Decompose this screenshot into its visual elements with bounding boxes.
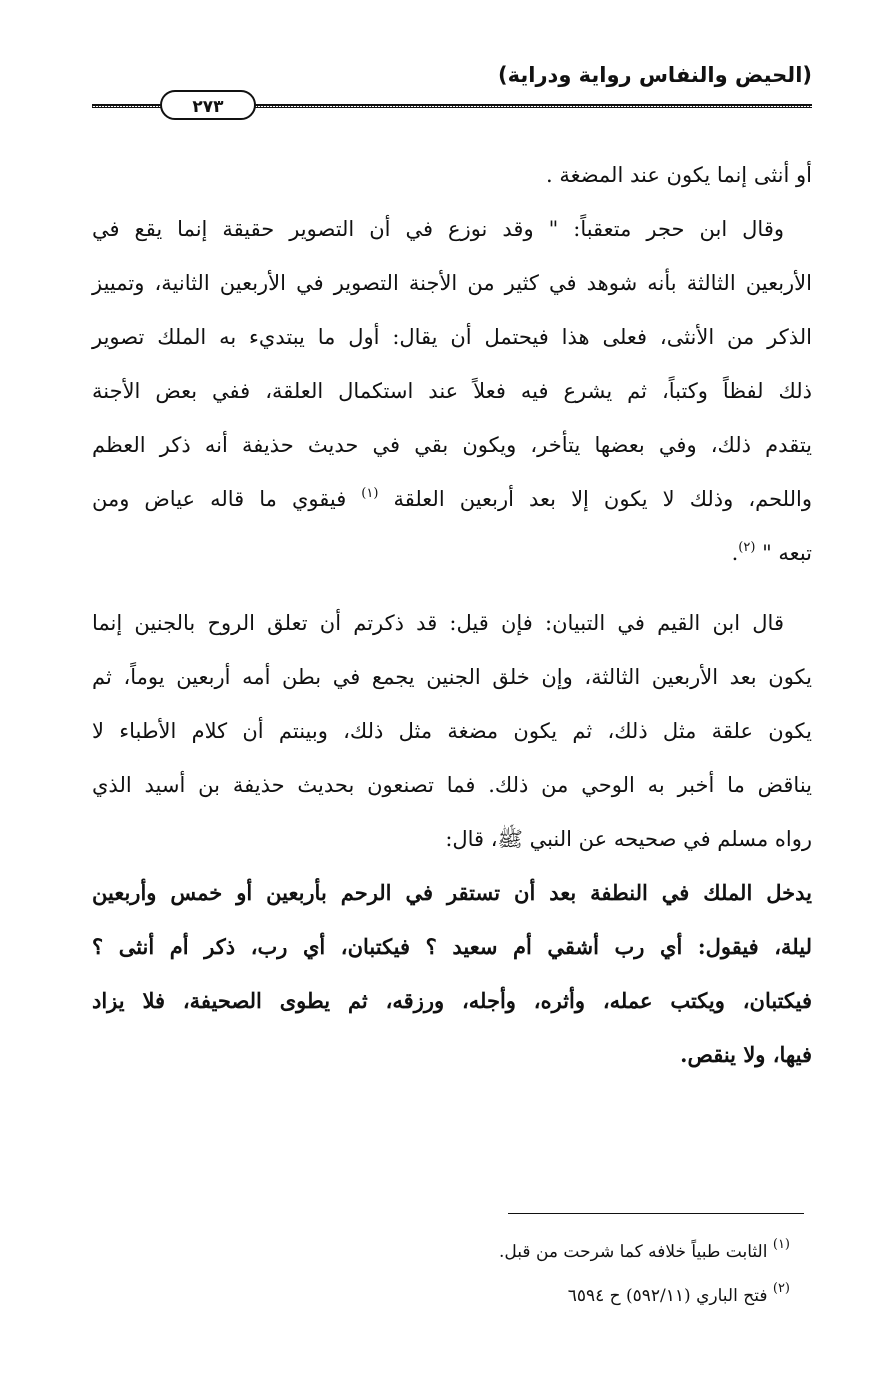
footnote-text: فتح الباري (٥٩٢/١١) ح ٦٥٩٤ (567, 1286, 768, 1306)
text-line: يكون بعد الأربعين الثالثة، وإن خلق الجنين يجمع في بطن أمه أربعين يوماً، ثم (92, 665, 812, 689)
text-line: وقال ابن حجر متعقباً: " وقد نوزع في أن التصوير حقيقة إنما يقع في (92, 217, 784, 241)
footnote-1 (92, 1230, 812, 1274)
main-text (92, 148, 812, 1082)
text-line: الأربعين الثالثة بأنه شوهد في كثير من الأجنة التصوير في الأربعين الثانية، وتمييز (92, 271, 812, 295)
text-line: يناقض ما أخبر به الوحي من ذلك. فما تصنعون بحديث حذيفة بن أسيد الذي (92, 773, 813, 797)
footnote-ref: (٢) (738, 540, 756, 555)
text-line: يكون علقة مثل ذلك، ثم يكون مضغة مثل ذلك، وبينتم أن كلام الأطباء لا (92, 719, 812, 743)
footnote-separator (508, 1213, 804, 1214)
footnote-ref: (١) (361, 486, 379, 501)
text-line: ذلك لفظاً وكتباً، ثم يشرع فيه فعلاً عند استكمال العلقة، ففي بعض الأجنة (92, 379, 812, 403)
text-segment: تبعه " (762, 541, 812, 565)
paragraph-gap (92, 580, 812, 596)
footnote-text: الثابت طبياً خلافه كما شرحت من قبل. (499, 1242, 768, 1262)
running-title: (الحيض والنفاس رواية ودراية) (498, 63, 812, 87)
text-segment: . (731, 541, 739, 565)
hadith-line: ليلة، فيقول: أي رب أشقي أم سعيد ؟ فيكتبان، أي رب، ذكر أم أنثى ؟ (92, 934, 812, 959)
text-line: يتقدم ذلك، وفي بعضها يتأخر، ويكون بقي في حديث حذيفة أنه ذكر العظم (92, 433, 812, 457)
hadith-line: فيها، ولا ينقص. (680, 1042, 812, 1067)
footnote-marker: (١) (772, 1237, 790, 1252)
text-line: رواه مسلم في صحيحه عن النبي ﷺ، قال: (445, 827, 812, 851)
text-line (92, 526, 812, 580)
page-number: ٢٧٣ (160, 90, 256, 120)
text-line: أو أنثى إنما يكون عند المضغة . (545, 163, 812, 187)
text-segment: فيقوي ما قاله عياض ومن (92, 487, 347, 511)
text-segment: واللحم، وذلك لا يكون إلا بعد أربعين العلقة (393, 487, 812, 511)
hadith-line: يدخل الملك في النطفة بعد أن تستقر في الرحم بأربعين أو خمس وأربعين (92, 880, 812, 905)
text-line: قال ابن القيم في التبيان: فإن قيل: قد ذكرتم أن تعلق الروح بالجنين إنما (92, 611, 784, 635)
text-line: الذكر من الأنثى، فعلى هذا فيحتمل أن يقال: أول ما يبتديء به الملك تصوير (92, 325, 812, 349)
footnote-marker: (٢) (772, 1281, 790, 1296)
hadith-line: فيكتبان، ويكتب عمله، وأثره، وأجله، ورزقه، ثم يطوى الصحيفة، فلا يزاد (92, 988, 812, 1013)
page-header (92, 60, 812, 130)
footnote-2 (92, 1274, 812, 1318)
footnotes (92, 1230, 812, 1318)
text-line (92, 472, 812, 526)
